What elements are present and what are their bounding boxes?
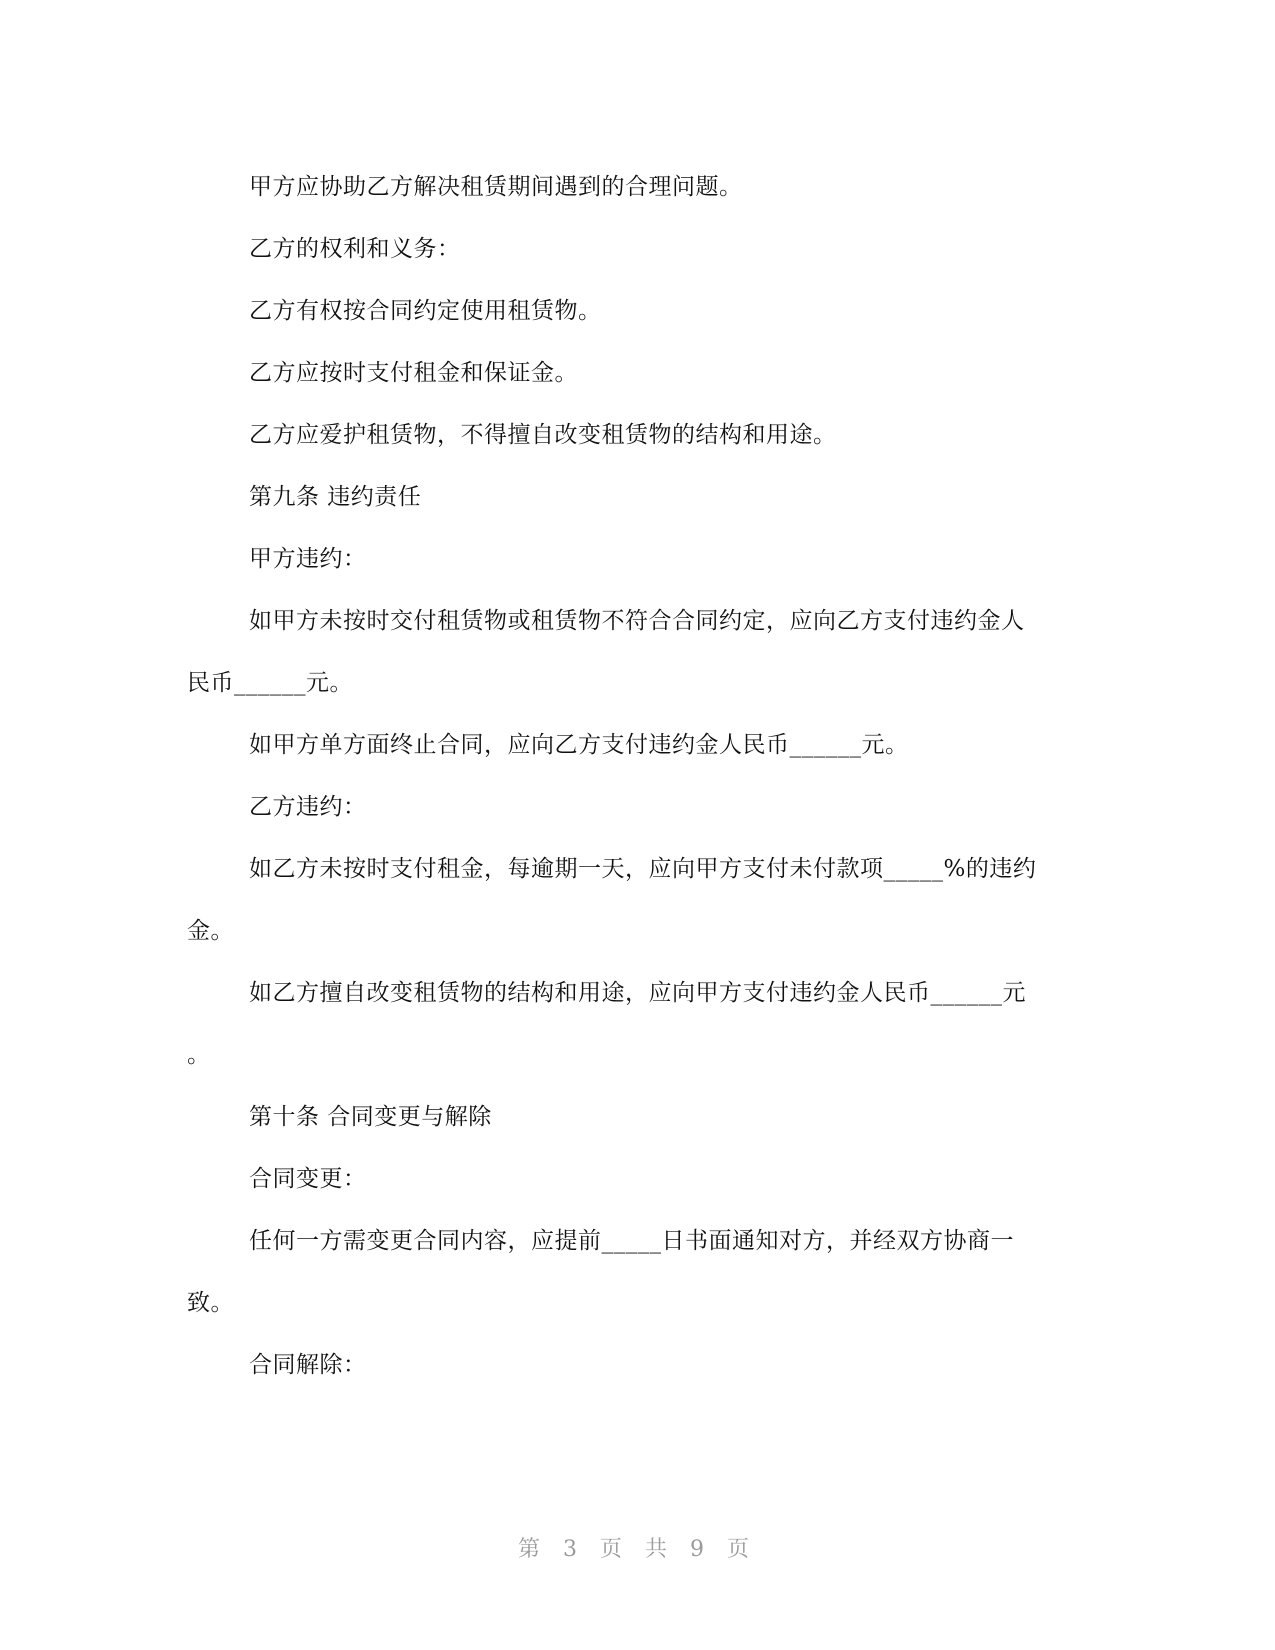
- paragraph-line: 如甲方单方面终止合同，应向乙方支付违约金人民币______元。: [249, 732, 909, 758]
- paragraph-line: 如乙方擅自改变租赁物的结构和用途，应向甲方支付违约金人民币______元: [249, 980, 1026, 1006]
- section-heading: 合同解除：: [249, 1352, 367, 1378]
- document-body: [187, 168, 1087, 1408]
- paragraph-line: 乙方应按时支付租金和保证金。: [249, 360, 578, 386]
- paragraph-line: 如甲方未按时交付租赁物或租赁物不符合合同约定，应向乙方支付违约金人: [249, 608, 1025, 634]
- paragraph-continuation: 金。: [187, 918, 234, 944]
- paragraph-line: 乙方有权按合同约定使用租赁物。: [249, 298, 602, 324]
- paragraph-line: 任何一方需变更合同内容，应提前_____日书面通知对方，并经双方协商一: [249, 1228, 1014, 1254]
- paragraph-line: 甲方应协助乙方解决租赁期间遇到的合理问题。: [249, 174, 743, 200]
- paragraph-continuation: 民币______元。: [187, 670, 353, 696]
- article-heading: 第十条 合同变更与解除: [249, 1104, 492, 1130]
- article-heading: 第九条 违约责任: [249, 484, 422, 510]
- section-heading: 乙方违约：: [249, 794, 367, 820]
- paragraph-continuation: 致。: [187, 1290, 234, 1316]
- section-heading: 甲方违约：: [249, 546, 367, 572]
- section-heading: 乙方的权利和义务：: [249, 236, 461, 262]
- section-heading: 合同变更：: [249, 1166, 367, 1192]
- paragraph-line: 乙方应爱护租赁物，不得擅自改变租赁物的结构和用途。: [249, 422, 837, 448]
- page-number-footer: 第 3 页 共 9 页: [518, 1537, 757, 1562]
- paragraph-line: 如乙方未按时支付租金，每逾期一天，应向甲方支付未付款项_____%的违约: [249, 856, 1037, 882]
- paragraph-continuation: 。: [187, 1042, 211, 1068]
